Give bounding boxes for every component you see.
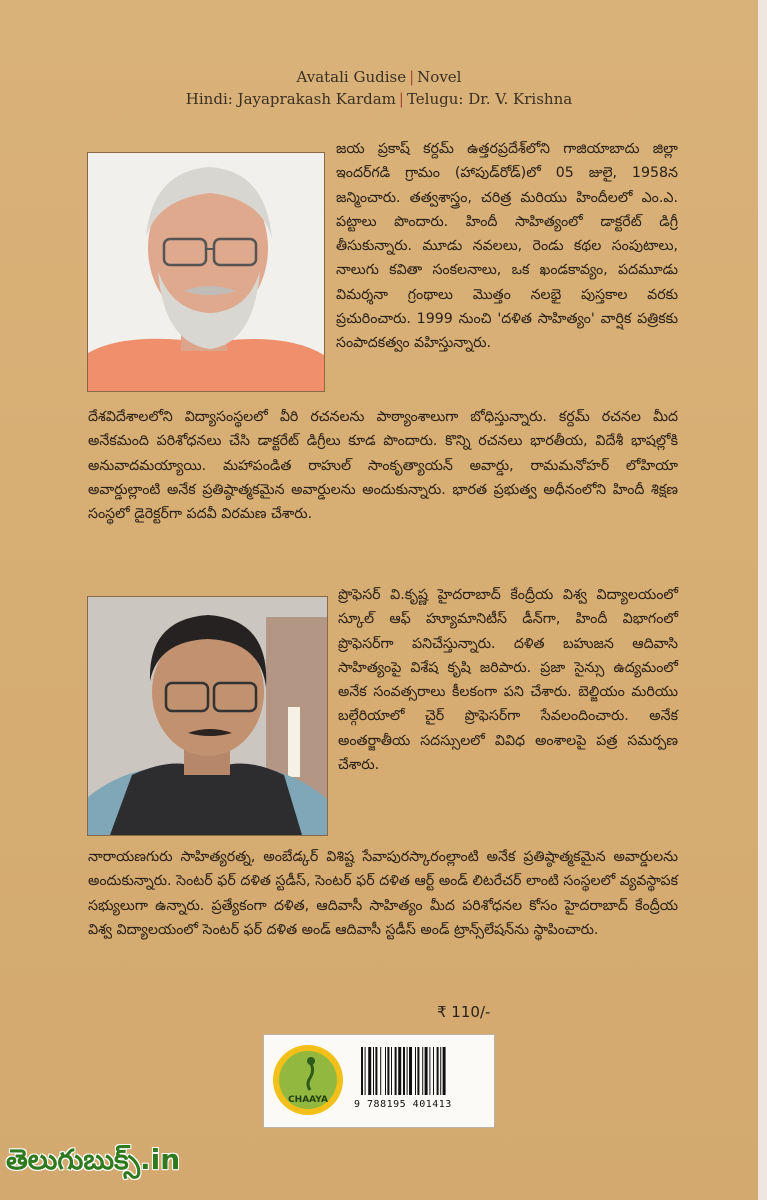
- isbn-number: 9 788195 401413: [354, 1099, 452, 1110]
- book-price: ₹ 110/-: [437, 1003, 491, 1021]
- publisher-barcode-box: [263, 1034, 495, 1128]
- header-line-2: [0, 88, 758, 110]
- book-header: [0, 66, 758, 110]
- book-genre: Novel: [417, 68, 462, 86]
- author1-bio-top: జయ ప్రకాష్ కర్దమ్ ఉత్తరప్రదేశ్‌లోని గాజియాబాదు జిల్లా ఇందర్‌గడి గ్రామం (హాపుడ్‌రోడ్)లో 05 జులై, 1958న జన్మించారు. తత్వశాస్త్రం, చరిత్ర మరియు హిందీలలో ఎం.ఎ. పట్టాలు పొందారు. హిందీ సాహిత్యంలో డాక్టరేట్ డిగ్రీ తీసుకున్నారు. మూడు నవలలు, రెండు కథల సంపుటాలు, నాలుగు కవితా సంకలనాలు, ఒక ఖండకావ్యం, పదమూడు విమర్శనా గ్రంథాలు మొత్తం నలభై పుస్తకాల వరకు ప్రచురించారు. 1999 నుంచి 'దళిత సాహిత్యం' వార్షిక పత్రికకు సంపాదకత్వం వహిస్తున్నారు.: [336, 141, 678, 352]
- translator-photo-krishna: [87, 596, 328, 836]
- header-separator: |: [398, 90, 404, 108]
- translator-bio-bottom: నారాయణగురు సాహిత్యరత్న, అంబేడ్కర్ విశిష్ట సేవాపురస్కారంల్లాంటి అనేక ప్రతిష్ఠాత్మకమైన అవార్డులను అందుకున్నారు. సెంటర్ ఫర్ దళిత స్టడీస్, సెంటర్ ఫర్ దళిత ఆర్ట్ అండ్ లిటరేచర్ లాంటి సంస్థలలో వ్యవస్థాపక సభ్యులుగా ఉన్నారు. ప్రత్యేకంగా దళిత, ఆదివాసీ సాహిత్యం మీద పరిశోధనల కోసం హైదరాబాద్ కేంద్రీయ విశ్వ విద్యాలయంలో సెంటర్ ఫర్ దళిత అండ్ ఆదివాసీ స్టడీస్ అండ్ ట్రాన్స్‌లేషన్‌ను స్థాపించారు.: [88, 849, 678, 938]
- book-title: Avatali Gudise: [296, 68, 407, 86]
- page-edge: [758, 0, 767, 1200]
- header-separator: |: [409, 68, 415, 86]
- chaaya-logo-icon: [272, 1044, 344, 1116]
- logo-text: CHAAYA: [288, 1095, 328, 1105]
- barcode-icon: [361, 1047, 475, 1095]
- translator-bio-top: ప్రొఫెసర్ వి.కృష్ణ హైదరాబాద్ కేంద్రీయ విశ్వ విద్యాలయంలో స్కూల్ ఆఫ్ హ్యూమానిటీస్ డీన్‌గా, హిందీ విభాగంలో ప్రొఫెసర్‌గా పనిచేస్తున్నారు. దళిత బహుజన ఆదివాసి సాహిత్యంపై విశేష కృషి జరిపారు. ప్రజా సైన్సు ఉద్యమంలో అనేక సంవత్సరాలు కీలకంగా పని చేశారు. బెల్జియం మరియు బల్గేరియాలో చైర్ ప్రొఫెసర్‌గా సేవలందించారు. అనేక అంతర్జాతీయ సదస్సులలో వివిధ అంశాలపై పత్ర సమర్పణ చేశారు.: [338, 587, 678, 774]
- watermark-telugubooks: తెలుగుబుక్స్.in: [6, 1143, 181, 1176]
- author1-bio-bottom: దేశవిదేశాలలోని విద్యాసంస్థలలో వీరి రచనలను పాఠ్యాంశాలుగా బోధిస్తున్నారు. కర్దమ్ రచనల మీద అనేకమంది పరిశోధనలు చేసి డాక్టరేట్ డిగ్రీలు కూడ పొందారు. కొన్ని రచనలు భారతీయ, విదేశీ భాషల్లోకి అనువాదమయ్యాయి. మహాపండిత రాహుల్ సాంకృత్యాయన్ అవార్డు, రామమనోహర్ లోహియా అవార్డుల్లాంటి అనేక ప్రతిష్ఠాత్మకమైన అవార్డులను అందుకున్నారు. భారత ప్రభుత్వ అధీనంలోని హిందీ శిక్షణ సంస్థలో డైరెక్టర్‌గా పదవీ విరమణ చేశారు.: [88, 409, 678, 523]
- header-line-1: [0, 66, 758, 88]
- telugu-translator: Telugu: Dr. V. Krishna: [406, 90, 573, 108]
- hindi-author: Hindi: Jayaprakash Kardam: [185, 90, 396, 108]
- author-photo-jayaprakash: [87, 152, 325, 392]
